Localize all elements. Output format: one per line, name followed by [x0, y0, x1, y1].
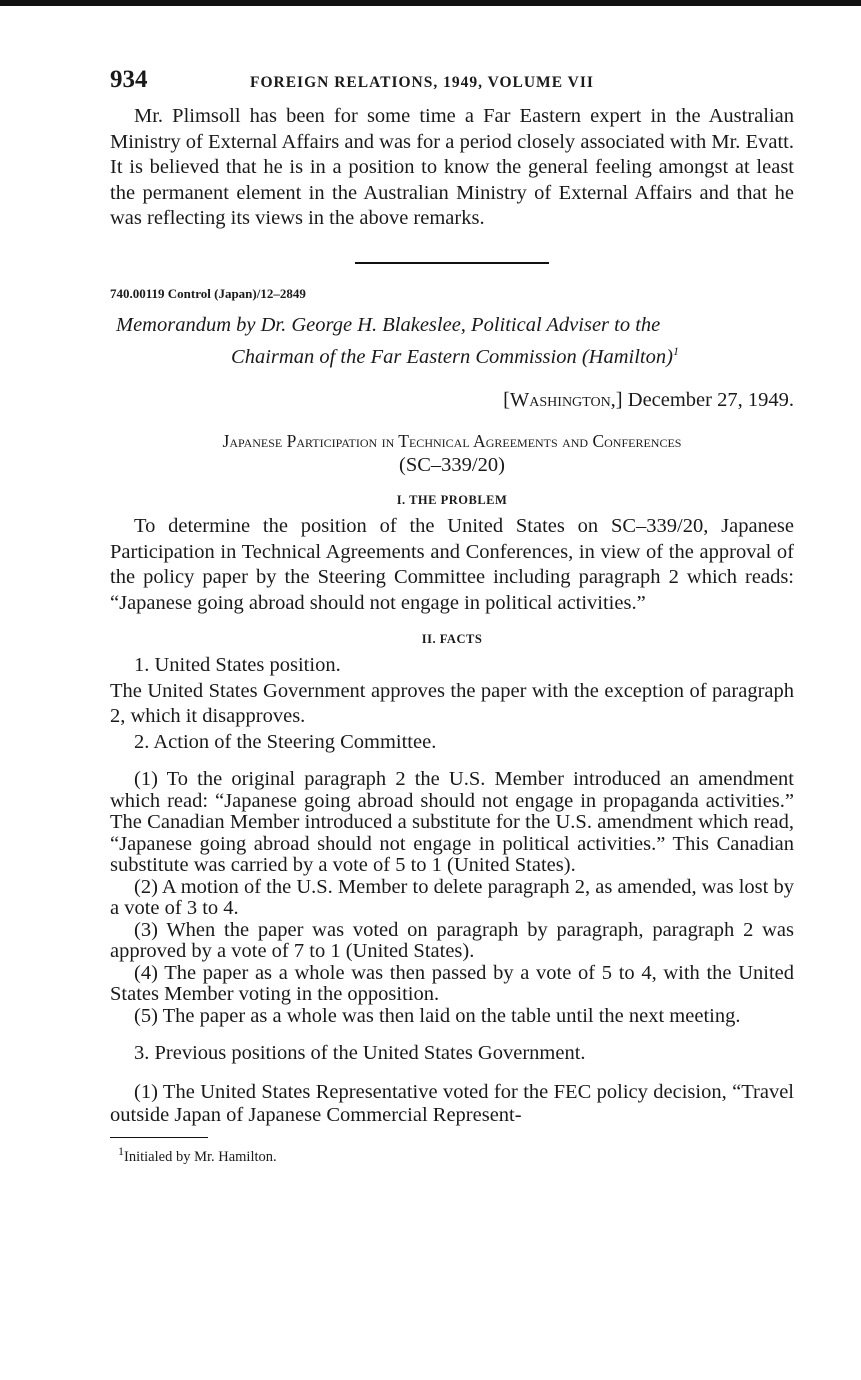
memo-title-line1: Memorandum by Dr. George H. Blakeslee, Political Adviser to the	[116, 313, 661, 336]
running-head: FOREIGN RELATIONS, 1949, VOLUME VII	[250, 74, 594, 91]
facts-item2-point1: (1) To the original paragraph 2 the U.S. Member introduced an amendment which read: “Japanese going abroad should not engage in propaganda activities.” The Canadian Member introduced a substitute for the U.S. amendment which read, “Japanese going abroad should not engage in political activities.” This Canadian substitute was carried by a vote of 5 to 1 (United States).	[110, 768, 794, 877]
footnote	[110, 1144, 794, 1166]
page-header	[110, 66, 794, 104]
document-page	[110, 66, 794, 1166]
file-reference: 740.00119 Control (Japan)/12–2849	[110, 285, 306, 301]
footnote-text: Initialed by Mr. Hamilton.	[124, 1149, 277, 1166]
memo-title-line2: Chairman of the Far Eastern Commission (Hamilton)	[231, 345, 673, 368]
facts-item2-point3: (3) When the paper was voted on paragraph by paragraph, paragraph 2 was approved by a vote of 7 to 1 (United States).	[110, 918, 794, 963]
page-number: 934	[110, 66, 148, 93]
dateline-place: [Washington,]	[503, 389, 623, 412]
facts-item2-point2: (2) A motion of the U.S. Member to delete paragraph 2, as amended, was lost by a vote of 3 to 4.	[110, 875, 794, 920]
footnote-marker: 1	[118, 1144, 124, 1159]
subject-heading: Japanese Participation in Technical Agreements and Conferences	[222, 431, 682, 452]
facts-item2-point4: (4) The paper as a whole was then passed by a vote of 5 to 4, with the United States Member voting in the opposition.	[110, 961, 794, 1006]
footnote-divider	[110, 1137, 208, 1139]
facts-item3-point1: (1) The United States Representative voted for the FEC policy decision, “Travel outside Japan of Japanese Commercial Represent-	[110, 1080, 794, 1126]
facts-item1-text: The United States Government approves the paper with the exception of paragraph 2, which it disapproves.	[110, 679, 794, 728]
facts-item2-point5: (5) The paper as a whole was then laid on the table until the next meeting.	[134, 1004, 741, 1027]
dateline-date: December 27, 1949.	[627, 389, 794, 412]
footnote-reference: 1	[672, 343, 679, 358]
section-heading-problem: I. THE PROBLEM	[396, 493, 508, 508]
dateline	[110, 389, 794, 412]
problem-paragraph: To determine the position of the United States on SC–339/20, Japanese Participation in Technical Agreements and Conferences, in view of the approval of the policy paper by the Steering Committee including paragraph 2 which reads: “Japanese going abroad should not engage in political activities.”	[110, 515, 794, 614]
intro-paragraph: Mr. Plimsoll has been for some time a Far Eastern expert in the Australian Ministry of External Affairs and was for a period closely associated with Mr. Evatt. It is believed that he is in a position to know the general feeling amongst at least the permanent element in the Australian Ministry of External Affairs and that he was reflecting its views in the above remarks.	[110, 105, 794, 229]
facts-item3-title: 3. Previous positions of the United States Government.	[134, 1042, 586, 1065]
subject-code: (SC–339/20)	[399, 454, 505, 477]
page-top-edge	[0, 0, 861, 6]
section-heading-facts: II. FACTS	[421, 632, 483, 647]
facts-item1-title: 1. United States position.	[134, 654, 341, 677]
section-divider	[355, 262, 549, 264]
memo-title	[110, 312, 794, 370]
facts-item2-title: 2. Action of the Steering Committee.	[134, 730, 437, 753]
